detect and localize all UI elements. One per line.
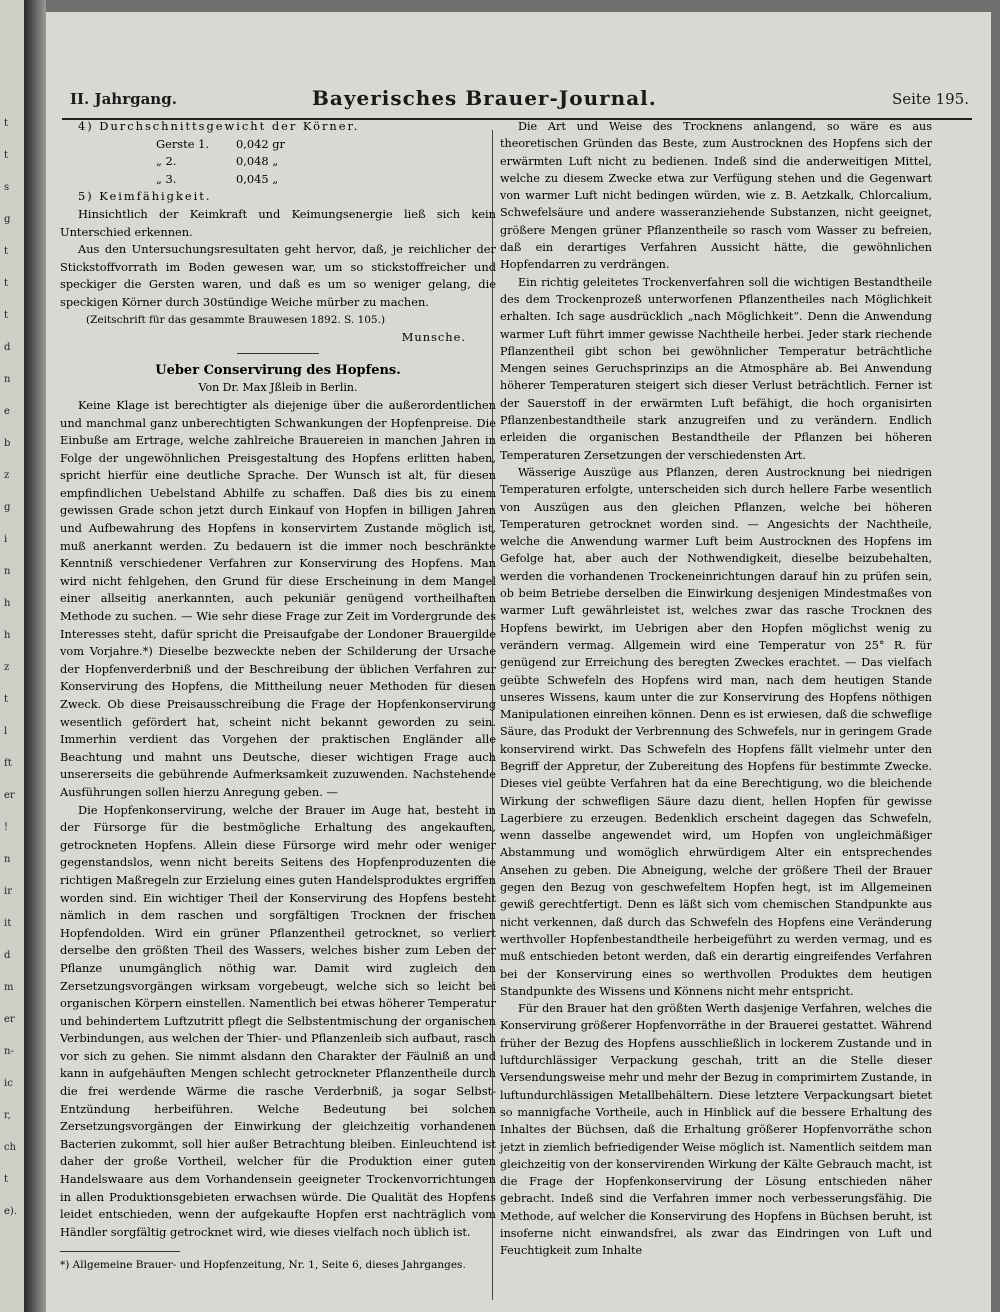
adjacent-page-fragment: l — [4, 726, 8, 737]
adjacent-page-fragment: n — [4, 854, 11, 865]
table-row — [156, 136, 496, 154]
paragraph: Keine Klage ist berechtigter als diejenige über die außerordentlichen und manchmal ganz unberechtigten Schwankungen der Hopfenpreise. Die Einbuße am Ertrage, welche zahlreiche Brauereien in manchen Jahren in Folge der ungewöhnlichen Preisgestaltung des Hopfens erlitten haben, spricht hierfür eine deutliche Sprache. Der Wunsch ist alt, für diesen empfindlichen Uebelstand Abhilfe zu schaffen. Daß dies bis zu einem gewissen Grade schon jetzt durch Einkauf von Hopfen in billigen Jahren und Aufbewahrung des Hopfens in konservirtem Zustande möglich ist, muß anerkannt werden. Zu bedauern ist die immer noch beschränkte Kenntniß verschiedener Verfahren zur Konservirung des Hopfens. Man wird nicht fehlgehen, den Grund für diese Erscheinung in dem Mangel einer allseitig anerkannten, auch pekuniär genügend vortheilhaften Methode zu suchen. — Wie sehr diese Frage zur Zeit im Vordergrunde des Interesses steht, dafür spricht die Preisaufgabe der Londoner Brauergilde vom Vorjahre.*) Dieselbe bezweckte neben der Schilderung der Ursache der Hopfenverderbniß und der Beschreibung der üblichen Verfahren zur Konservirung des Hopfens, die Mittheilung neuer Methoden für diesen Zweck. Ob diese Preisausschreibung die Frage der Hopfenkonservirung wesentlich gefördert hat, scheint nicht bekannt geworden zu sein. Immerhin verdient das Vorgehen der praktischen Engländer alle Beachtung und mahnt uns Deutsche, dieser wichtigen Frage auch unsererseits die gebührende Aufmerksamkeit zuzuwenden. Nachstehende Ausführungen sollen hierzu Anregung geben. — — [60, 397, 496, 799]
adjacent-page-fragment: ft — [4, 758, 12, 769]
paragraph: Hinsichtlich der Keimkraft und Keimungsenergie ließ sich kein Unterschied erkennen. — [60, 206, 496, 239]
adjacent-page-fragment: er — [4, 1014, 15, 1025]
adjacent-page-fragment: ic — [4, 1078, 13, 1089]
adjacent-page-fragment: d — [4, 342, 11, 353]
table-value: 0,045 „ — [236, 171, 279, 186]
adjacent-page-strip — [0, 0, 24, 1312]
paragraph: Aus den Untersuchungsresultaten geht hervor, daß, je reichlicher der Stickstoffvorrath im Boden gewesen war, um so stickstoffreicher und speckiger die Gersten waren, und daß es um so weniger gelang, die speckigen Körner durch 30stündige Weiche mürber zu machen. — [60, 242, 496, 309]
adjacent-page-fragment: b — [4, 438, 11, 449]
adjacent-page-fragment: t — [4, 118, 9, 129]
adjacent-page-fragment: d — [4, 950, 11, 961]
adjacent-page-fragment: ! — [4, 822, 9, 833]
table-label: „ 3. — [156, 171, 177, 186]
table-value: 0,042 gr — [236, 136, 285, 151]
adjacent-page-fragment: r, — [4, 1110, 11, 1121]
adjacent-page-fragment: t — [4, 150, 9, 161]
paragraph: Wässerige Auszüge aus Pflanzen, deren Austrocknung bei niedrigen Temperaturen erfolgte, unterscheiden sich durch hellere Farbe wesentlich von Auszügen aus den gleichen Pflanzen, welche bei höheren Temperaturen getrocknet worden sind. — Angesichts der Nachtheile, welche die Anwendung warmer Luft beim Austrocknen des Hopfens im Gefolge hat, aber auch der Nothwendigkeit, dieselbe beizubehalten, werden die vorhandenen Trockeneinrichtungen darauf hin zu prüfen sein, ob beim Betriebe derselben die Einwirkung desjenigen Mindestmaßes von warmer Luft gewährleistet ist, welches zwar das rasche Trocknen des Hopfens bewirkt, im Uebrigen aber den Hopfen möglichst wenig zu verändern vermag. Allgemein wird eine Temperatur von 25° R. für genügend zur Erreichung des beregten Zweckes erachtet. — Das vielfach geübte Schwefeln des Hopfens wird man, nach dem heutigen Stande unseres Wissens, kaum unter die zur Konservirung des Hopfens nöthigen Manipulationen einreihen können. Denn es ist erwiesen, daß die schweflige Säure, das Produkt der Verbrennung des Schwefels, nur in geringem Grade konservirend wirkt. Das Schwefeln des Hopfens fällt vielmehr unter den Begriff der Appretur, der Zubereitung des Hopfens für bestimmte Zwecke. Dieses viel geübte Verfahren hat da eine Berechtigung, wo die bleichende Wirkung der schwefligen Säure dazu dient, hellen Hopfen für gewisse Lagerbiere zu erzeugen. Bedenklich erscheint dagegen das Schwefeln, wenn dasselbe angewendet wird, um Hopfen von ungleichmäßiger Abstammung und womöglich ehrwürdigem Alter ein entsprechendes Ansehen zu geben. Die Abneigung, welche der größere Theil der Brauer gegen den Bezug von geschwefeltem Hopfen hegt, ist im Allgemeinen gewiß gerechtfertigt. Denn es läßt sich vom chemischen Standpunkte aus nicht verkennen, daß durch das Schwefeln des Hopfens eine Veränderung werthvoller Hopfenbestandtheile herbeigeführt zu werden vermag, und es muß entschieden betont werden, daß ein derartig eingreifendes Verfahren bei der Konservirung eines so werthvollen Produktes dem heutigen Standpunkte des Wissens und Könnens nicht mehr entspricht. — [500, 465, 932, 998]
item4-heading: 4) Durchschnittsgewicht der Körner. — [78, 119, 360, 133]
page-header — [64, 86, 969, 112]
paragraph: Ein richtig geleitetes Trockenverfahren soll die wichtigen Bestandtheile des dem Trockenprozeß unterworfenen Pflanzentheiles nach Möglichkeit erhalten. Ich sage ausdrücklich „nach Möglichkeit“. Denn die Anwendung warmer Luft führt immer gewisse Nachtheile herbei. Jeder stark riechende Pflanzentheil gibt schon bei gewöhnlicher Temperatur beträchtliche Mengen seines Geruchsprinzips an die Atmosphäre ab. Bei Anwendung höherer Temperaturen steigert sich dieser Verlust beträchtlich. Ferner ist der Sauerstoff in der erwärmten Luft befähigt, die hoch organisirten Pflanzenbestandtheile stark anzugreifen und zu verändern. Endlich erleiden die organischen Bestandtheile der Pflanzen bei höheren Temperaturen Zersetzungen der verschiedensten Art. — [500, 275, 932, 462]
adjacent-page-fragment: h — [4, 630, 11, 641]
adjacent-page-fragment: t — [4, 694, 9, 705]
source-citation: (Zeitschrift für das gesammte Brauwesen 1892. S. 105.) — [86, 313, 386, 326]
adjacent-page-fragment: n — [4, 566, 11, 577]
paragraph: Die Hopfenkonservirung, welche der Brauer im Auge hat, besteht in der Fürsorge für die bestmögliche Erhaltung des angekauften, getrockneten Hopfens. Allein diese Fürsorge wird mehr oder weniger gegenstandslos, wenn nicht bereits Seitens des Hopfenproduzenten die richtigen Maßregeln zur Erzielung eines guten Handelsproduktes ergriffen worden sind. Ein wichtiger Theil der Konservirung des Hopfens besteht nämlich in dem raschen und sorgfältigen Trocknen der frischen Hopfendolden. Wird ein grüner Pflanzentheil getrocknet, so verliert derselbe den größten Theil des Wassers, welches bisher zum Leben der Pflanze unumgänglich nöthig war. Damit wird zugleich den Zersetzungsvorgängen wirksam vorgebeugt, welche sich so leicht bei organischen Körpern einstellen. Namentlich bei etwas höherer Temperatur und behindertem Luftzutritt pflegt die Selbstentmischung der organischen Verbindungen, aus welchen der Thier- und Pflanzenleib sich aufbaut, rasch vor sich zu gehen. Sie nimmt alsdann den Charakter der Fäulniß an und kann in aufgehäuften Mengen schlecht getrockneter Pflanzentheile durch die frei werdende Wärme die rasche Verderbniß, ja sogar Selbst-Entzündung herbeiführen. Welche Bedeutung bei solchen Zersetzungsvorgängen der Einwirkung der gleichzeitig vorhandenen Bacterien zukommt, soll hier außer Betrachtung bleiben. Einleuchtend ist daher der große Vortheil, welcher für die Produktion einer guten Handelswaare aus dem Vorhandensein geeigneter Trockenvorrichtungen in allen Produktionsgebieten erwachsen würde. Die Qualität des Hopfens leidet entschieden, wenn der aufgekaufte Hopfen erst nachträglich vom Händler sorgfältig getrocknet wird, wie dieses vielfach noch üblich ist. — [60, 802, 496, 1239]
article-title: Ueber Conservirung des Hopfens. — [155, 362, 401, 378]
book-gutter — [24, 0, 46, 1312]
adjacent-page-fragment: e — [4, 406, 10, 417]
page-number: Seite 195. — [891, 90, 969, 108]
adjacent-page-fragment: n- — [4, 1046, 14, 1057]
adjacent-page-fragment: e). — [4, 1206, 17, 1217]
table-row — [156, 171, 496, 189]
adjacent-page-fragment: s — [4, 182, 10, 193]
grain-weight-table — [60, 136, 496, 189]
table-label: Gerste 1. — [156, 136, 209, 151]
table-row — [156, 153, 496, 171]
right-column — [500, 118, 932, 1260]
adjacent-page-fragment: ir — [4, 886, 12, 897]
adjacent-page-fragment: n — [4, 374, 11, 385]
adjacent-page-fragment: er — [4, 790, 15, 801]
adjacent-page-fragment: g — [4, 214, 11, 225]
adjacent-page-fragment: t — [4, 246, 9, 257]
adjacent-page-fragment: it — [4, 918, 12, 929]
adjacent-page-fragment: m — [4, 982, 14, 993]
volume-label: II. Jahrgang. — [70, 90, 177, 108]
paragraph: Für den Brauer hat den größten Werth dasjenige Verfahren, welches die Konservirung größerer Hopfenvorräthe in der Brauerei gestattet. Während früher der Bezug des Hopfens ausschließlich in lockerem Zustande und in luftdurchlässiger Verpackung geschah, tritt an die Stelle dieser Versendungsweise mehr und mehr der Bezug in comprimirtem Zustande, in luftundurchlässigen Metallbehältern. Diese letztere Verpackungsart bietet so mannigfache Vortheile, auch in Hinblick auf die bessere Erhaltung des Inhaltes der Büchsen, daß die Erhaltung größerer Hopfenvorräthe schon jetzt in ziemlich befriedigender Weise möglich ist. Namentlich seitdem man gleichzeitig von der konservirenden Wirkung der Kälte Gebrauch macht, ist die Frage der Hopfenkonservirung der Lösung entschieden näher gebracht. Indeß sind die Verfahren immer noch verbesserungsfähig. Die Methode, auf welcher die Konservirung des Hopfens in Büchsen beruht, ist insoferne nicht einwandsfrei, als zwar das Eindringen von Luft und Feuchtigkeit zum Inhalte — [500, 1002, 932, 1258]
table-label: „ 2. — [156, 154, 177, 169]
left-column — [60, 118, 496, 1273]
adjacent-page-fragment: z — [4, 470, 10, 481]
section-divider — [237, 353, 319, 354]
adjacent-page-fragment: g — [4, 502, 11, 513]
adjacent-page-fragment: i — [4, 534, 8, 545]
adjacent-page-fragment: h — [4, 598, 11, 609]
item5-heading: 5) Keimfähigkeit. — [78, 189, 212, 204]
article-byline: Von Dr. Max Jßleib in Berlin. — [198, 381, 358, 395]
journal-title: Bayerisches Brauer-Journal. — [312, 86, 657, 110]
adjacent-page-fragment: t — [4, 1174, 9, 1185]
author-signature: Munsche. — [401, 330, 466, 345]
paragraph: Die Art und Weise des Trocknens anlangend, so wäre es aus theoretischen Gründen das Beste, zum Austrocknen des Hopfens sich der erwärmten Luft nicht zu bedienen. Indeß sind die anderweitigen Mittel, welche zu diesem Zwecke etwa zur Verfügung stehen und die Gegenwart von warmer Luft nicht bedingen würden, wie z. B. Aetzkalk, Chlorcalium, Schwefelsäure und andere wasseranziehende Substanzen, nicht geeignet, größere Mengen grüner Pflanzentheile so rasch vom Wasser zu befreien, daß ein derartiges Verfahren Aussicht hätte, die gewöhnlichen Hopfendarren zu verdrängen. — [500, 120, 932, 272]
footnote: *) Allgemeine Brauer- und Hopfenzeitung, Nr. 1, Seite 6, dieses Jahrganges. — [60, 1259, 466, 1272]
footnote-rule — [60, 1251, 180, 1252]
adjacent-page-fragment: ch — [4, 1142, 17, 1153]
adjacent-page-fragment: t — [4, 310, 9, 321]
adjacent-page-fragment: t — [4, 278, 9, 289]
adjacent-page-fragment: z — [4, 662, 10, 673]
table-value: 0,048 „ — [236, 154, 279, 169]
